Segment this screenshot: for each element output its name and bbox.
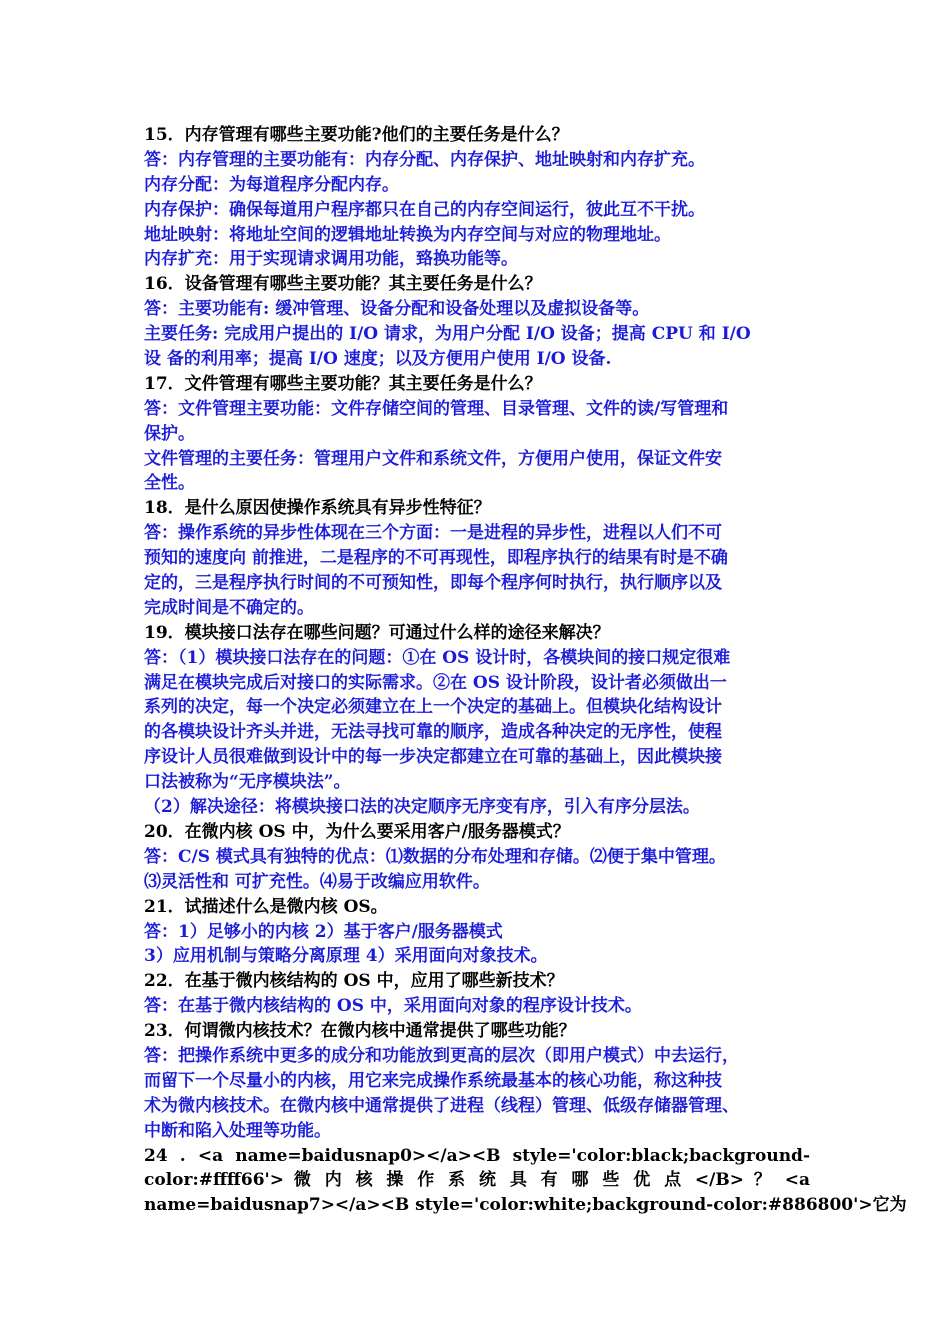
answer-line: 设 备的利用率；提高 I/O 速度；以及方便用户使用 I/O 设备. xyxy=(144,349,612,370)
answer-line: 内存保护：确保每道用户程序都只在自己的内存空间运行，彼此互不干扰。 xyxy=(144,199,705,220)
answer-line: 的各模块设计齐头并进，无法寻找可靠的顺序，造成各种决定的无序性，使程 xyxy=(144,722,722,743)
question-line: 18．是什么原因使操作系统具有异步性特征？ xyxy=(144,498,491,519)
answer-line: 答：（1）模块接口法存在的问题：①在 OS 设计时，各模块间的接口规定很难 xyxy=(144,647,731,668)
answer-line: 满足在模块完成后对接口的实际需求。②在 OS 设计阶段，设计者必须做出一 xyxy=(144,672,727,693)
answer-line: 答：在基于微内核结构的 OS 中，采用面向对象的程序设计技术。 xyxy=(144,996,642,1017)
answer-line: 主要任务: 完成用户提出的 I/O 请求，为用户分配 I/O 设备；提高 CPU 和 I/O xyxy=(144,324,751,345)
answer-line: 内存分配：为每道程序分配内存。 xyxy=(144,174,399,195)
answer-line: 地址映射：将地址空间的逻辑地址转换为内存空间与对应的物理地址。 xyxy=(144,224,671,245)
answer-line: 答：文件管理主要功能：文件存储空间的管理、目录管理、文件的读/写管理和 xyxy=(144,398,729,419)
answer-line: 答：操作系统的异步性体现在三个方面：一是进程的异步性，进程以人们不可 xyxy=(144,523,722,544)
answer-line: （2）解决途径：将模块接口法的决定顺序无序变有序，引入有序分层法。 xyxy=(144,797,700,818)
answer-line: 系列的决定，每一个决定必须建立在上一个决定的基础上。但模块化结构设计 xyxy=(144,697,722,718)
question-line: color:#ffff66'> 微 内 核 操 作 系 统 具 有 哪 些 优 点 </B> ？ <a xyxy=(144,1170,810,1191)
answer-line: 完成时间是不确定的。 xyxy=(144,597,314,618)
answer-line: 术为微内核技术。在微内核中通常提供了进程（线程）管理、低级存储器管理、 xyxy=(144,1095,739,1116)
question-line: 24 . <a name=baidusnap0></a><B style='color:black;background- xyxy=(144,1145,810,1166)
question-line: 16．设备管理有哪些主要功能？其主要任务是什么？ xyxy=(144,274,542,295)
answer-line: 答：内存管理的主要功能有：内存分配、内存保护、地址映射和内存扩充。 xyxy=(144,149,705,170)
answer-line: 定的，三是程序执行时间的不可预知性，即每个程序何时执行，执行顺序以及 xyxy=(144,573,722,594)
answer-line: 答：把操作系统中更多的成分和功能放到更高的层次（即用户模式）中去运行， xyxy=(144,1045,739,1066)
answer-line: 中断和陷入处理等功能。 xyxy=(144,1120,331,1141)
question-line: 15．内存管理有哪些主要功能?他们的主要任务是什么？ xyxy=(144,125,569,145)
answer-line: 答：C/S 模式具有独特的优点：⑴数据的分布处理和存储。⑵便于集中管理。 xyxy=(144,846,726,867)
question-line: name=baidusnap7></a><B style='color:white;background-color:#886800'>它为 xyxy=(144,1195,907,1216)
answer-line: 3）应用机制与策略分离原理 4）采用面向对象技术。 xyxy=(144,946,548,967)
question-line: 19．模块接口法存在哪些问题？可通过什么样的途径来解决？ xyxy=(144,622,610,643)
question-line: 20．在微内核 OS 中，为什么要采用客户/服务器模式？ xyxy=(144,821,570,842)
answer-line: 文件管理的主要任务：管理用户文件和系统文件，方便用户使用，保证文件安 xyxy=(144,448,722,469)
answer-line: 而留下一个尽量小的内核，用它来完成操作系统最基本的核心功能，称这种技 xyxy=(144,1070,722,1091)
question-line: 22．在基于微内核结构的 OS 中，应用了哪些新技术？ xyxy=(144,971,564,992)
answer-line: ⑶灵活性和 可扩充性。⑷易于改编应用软件。 xyxy=(144,871,490,892)
answer-line: 全性。 xyxy=(144,473,195,494)
answer-line: 口法被称为“无序模块法”。 xyxy=(144,772,351,793)
answer-line: 内存扩充：用于实现请求调用功能，臵换功能等。 xyxy=(144,249,518,270)
answer-line: 预知的速度向 前推进，二是程序的不可再现性，即程序执行的结果有时是不确 xyxy=(144,548,728,569)
answer-line: 答：主要功能有: 缓冲管理、设备分配和设备处理以及虚拟设备等。 xyxy=(144,299,650,320)
answer-line: 答：1）足够小的内核 2）基于客户/服务器模式 xyxy=(144,921,503,942)
answer-line: 序设计人员很难做到设计中的每一步决定都建立在可靠的基础上，因此模块接 xyxy=(144,747,722,768)
answer-line: 保护。 xyxy=(144,423,195,444)
document-body xyxy=(144,123,907,1218)
question-line: 23．何谓微内核技术？在微内核中通常提供了哪些功能？ xyxy=(144,1021,576,1042)
question-line: 21．试描述什么是微内核 OS。 xyxy=(144,896,388,917)
question-line: 17．文件管理有哪些主要功能？其主要任务是什么？ xyxy=(144,373,542,394)
